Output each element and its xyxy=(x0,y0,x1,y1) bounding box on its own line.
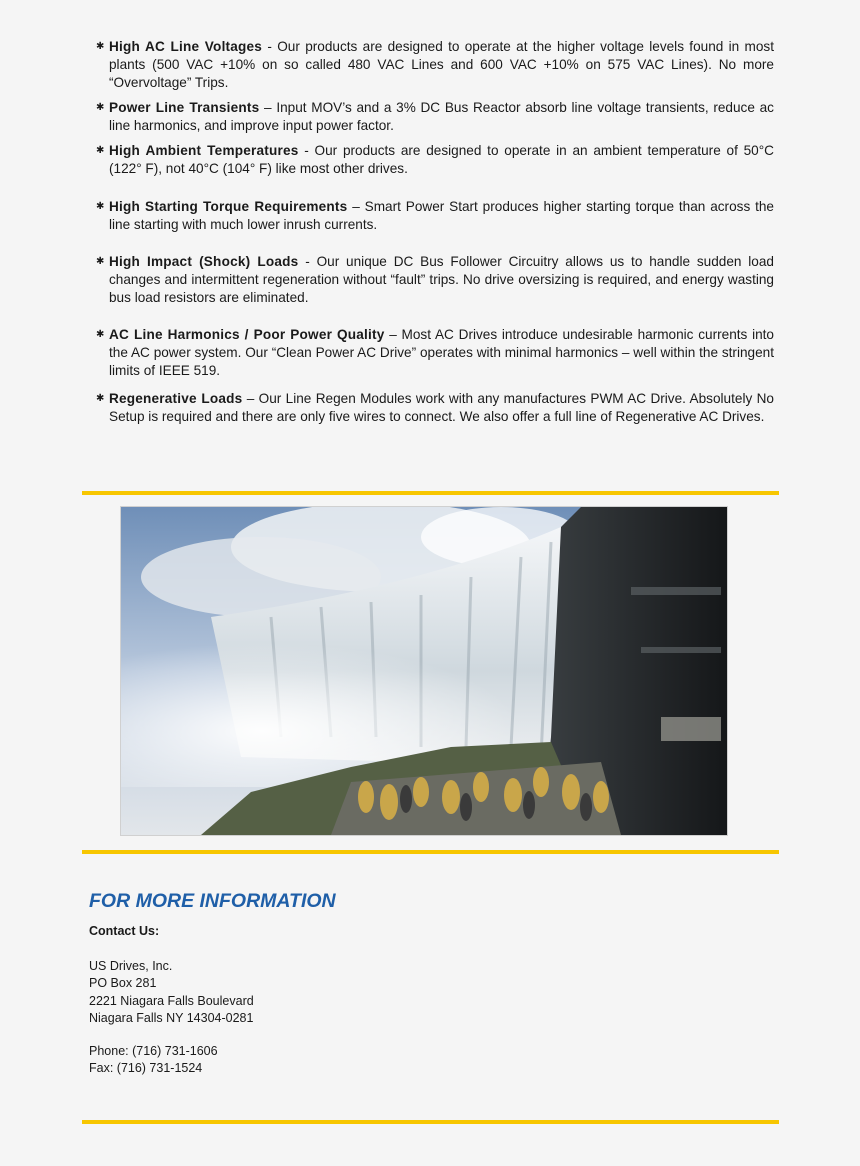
feature-term: AC Line Harmonics / Poor Power Quality xyxy=(109,327,385,342)
feature-term: High Impact (Shock) Loads xyxy=(109,254,299,269)
address-line: Niagara Falls NY 14304-0281 xyxy=(89,1010,254,1025)
contact-label: Contact Us: xyxy=(89,924,160,938)
feature-text: Our Line Regen Modules work with any manufactures PWM AC Drive. Absolutely No Setup is required and there are only five wires to connect. We also offer a full line of Regenerative AC Drives. xyxy=(109,391,774,424)
feature-list xyxy=(96,38,774,426)
feature-text: Smart Power Start produces higher starting torque than across the line starting with much lower inrush currents. xyxy=(109,199,774,232)
feature-term: High Ambient Temperatures xyxy=(109,143,299,158)
bullet-icon: ✱ xyxy=(96,102,105,113)
feature-regenerative-loads: ✱ Regenerative Loads – Our Line Regen Modules work with any manufactures PWM AC Drive. Absolutely No Setup is required and there are only five wires to connect. We also offer a full line of Regenerative AC Drives. xyxy=(96,391,774,424)
feature-term: High Starting Torque Requirements xyxy=(109,199,348,214)
divider-top xyxy=(82,491,779,495)
phone-number: Phone: (716) 731-1606 xyxy=(89,1044,218,1058)
address-line: PO Box 281 xyxy=(89,976,157,991)
bullet-icon: ✱ xyxy=(96,256,105,267)
fax-number: Fax: (716) 731-1524 xyxy=(89,1061,203,1076)
bullet-icon: ✱ xyxy=(96,201,105,212)
contact-phones xyxy=(89,1043,218,1078)
niagara-falls-photo xyxy=(120,506,728,836)
info-title: FOR MORE INFORMATION xyxy=(89,890,336,912)
divider-bottom xyxy=(82,1120,779,1124)
bullet-icon: ✱ xyxy=(96,329,105,340)
bullet-icon: ✱ xyxy=(96,41,105,52)
address-line: 2221 Niagara Falls Boulevard xyxy=(89,993,254,1008)
feature-text: Most AC Drives introduce undesirable harmonic currents into the AC power system. Our “Clean Power AC Drive” operates with minimal harmonics – well within the stringent limits of IEEE 519. xyxy=(109,327,774,378)
bullet-icon: ✱ xyxy=(96,145,105,156)
feature-ac-line-harmonics: ✱ AC Line Harmonics / Poor Power Quality – Most AC Drives introduce undesirable harmonic currents into the AC power system. Our “Clean Power AC Drive” operates with minimal harmonics – well within the stringent limits of IEEE 519. xyxy=(96,327,774,378)
divider-middle xyxy=(82,850,779,854)
address-line: US Drives, Inc. xyxy=(89,959,173,973)
feature-term: Regenerative Loads xyxy=(109,391,243,406)
feature-high-ambient-temperatures: ✱ High Ambient Temperatures - Our products are designed to operate in an ambient temperature of 50°C (122° F), not 40°C (104° F) like most other drives. xyxy=(96,143,774,176)
feature-high-ac-line-voltages: ✱ High AC Line Voltages - Our products are designed to operate at the higher voltage levels found in most plants (500 VAC +10% on so called 480 VAC Lines and 600 VAC +10% on 575 VAC Lines). No more “Overvoltage” Trips. xyxy=(96,39,774,90)
feature-text: Our unique DC Bus Follower Circuitry allows us to handle sudden load changes and intermittent regeneration without “fault” trips. No drive oversizing is required, and energy wasting bus load resistors are eliminated. xyxy=(109,254,774,305)
feature-text: Input MOV’s and a 3% DC Bus Reactor absorb line voltage transients, reduce ac line harmonics, and improve input power factor. xyxy=(109,100,774,133)
contact-address xyxy=(89,958,254,1027)
feature-term: High AC Line Voltages xyxy=(109,39,263,54)
feature-text: Our products are designed to operate at the higher voltage levels found in most plants (500 VAC +10% on so called 480 VAC Lines and 600 VAC +10% on 575 VAC Lines). No more “Overvoltage” Trips. xyxy=(109,39,774,90)
feature-text: Our products are designed to operate in an ambient temperature of 50°C (122° F), not 40°C (104° F) like most other drives. xyxy=(109,143,774,176)
feature-high-starting-torque: ✱ High Starting Torque Requirements – Smart Power Start produces higher starting torque than across the line starting with much lower inrush currents. xyxy=(96,199,774,232)
feature-power-line-transients: ✱ Power Line Transients – Input MOV’s and a 3% DC Bus Reactor absorb line voltage transients, reduce ac line harmonics, and improve input power factor. xyxy=(96,100,774,133)
feature-term: Power Line Transients xyxy=(109,100,260,115)
feature-high-impact-shock-loads: ✱ High Impact (Shock) Loads - Our unique DC Bus Follower Circuitry allows us to handle sudden load changes and intermittent regeneration without “fault” trips. No drive oversizing is required, and energy wasting bus load resistors are eliminated. xyxy=(96,254,774,305)
bullet-icon: ✱ xyxy=(96,393,105,404)
